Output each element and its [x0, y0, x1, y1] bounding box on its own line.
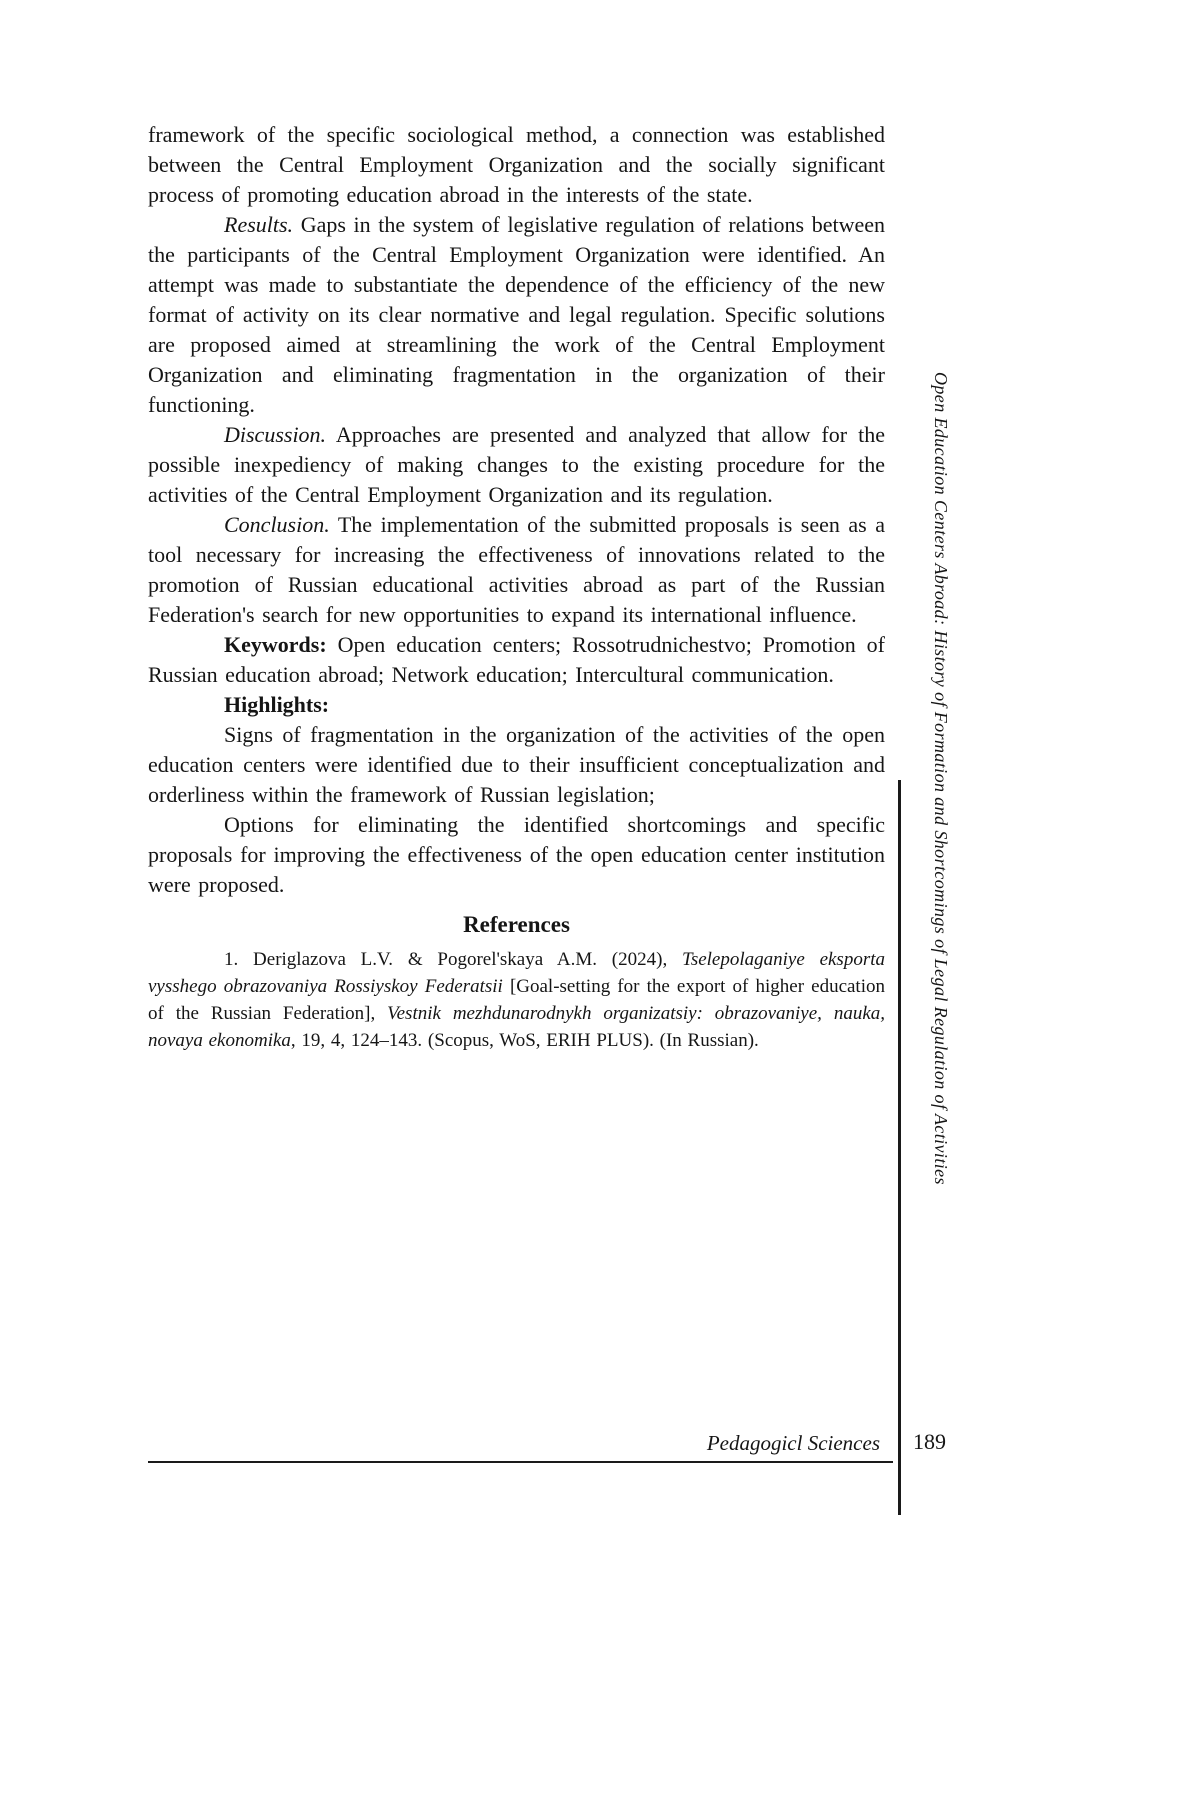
paragraph-conclusion [148, 510, 885, 630]
footer-section-label: Pedagogicl Sciences [706, 1431, 880, 1455]
paragraph-text: Approaches are presented and analyzed that allow for the possible inexpediency of making changes to the existing procedure for the activities of the Central Employment Organization and its regulation. [148, 422, 885, 507]
paragraph-results [148, 210, 885, 420]
paragraph-lead-discussion: Discussion. [224, 422, 327, 447]
references-heading: References [463, 912, 570, 937]
paragraph-lead-conclusion: Conclusion. [224, 512, 330, 537]
reference-part-journal: Vestnik mezhdunarodnykh organizatsiy: obrazovaniye, nauka, novaya ekonomika [148, 1003, 885, 1051]
reference-part-translation: [Goal-setting for the export of higher education of the Russian Federation], [148, 976, 885, 1024]
keywords-text: Open education centers; Rossotrudnichestvo; Promotion of Russian education abroad; Network education; Intercultural communication. [148, 632, 885, 687]
paragraph-text: framework of the specific sociological method, a connection was established between the Central Employment Organization and the socially significant process of promoting education abroad in the interests of the state. [148, 122, 885, 207]
reference-entry [148, 946, 885, 1054]
paragraph-text: Gaps in the system of legislative regulation of relations between the participants of the Central Employment Organization were identified. An attempt was made to substantiate the dependence of the efficiency of the new format of activity on its clear normative and legal regulation. Specific solutions are proposed aimed at streamlining the work of the Central Employment Organization and eliminating fragmentation in the organization of their functioning. [148, 212, 885, 417]
keywords-label: Keywords: [224, 632, 327, 657]
paragraph-intro-continuation [148, 120, 885, 210]
paragraph-lead-results: Results. [224, 212, 294, 237]
running-title-vertical: Open Education Centers Abroad: History of Formation and Shortcomings of Legal Regulation of Activities [931, 372, 951, 1185]
reference-part-title-translit: Tselepolaganiye eksporta vysshego obrazovaniya Rossiyskoy Federatsii [148, 949, 886, 997]
highlights-heading: Highlights: [224, 692, 330, 717]
page-number: 189 [913, 1429, 946, 1454]
highlight-item-1: Signs of fragmentation in the organization of the activities of the open education centers were identified due to their insufficient conceptualization and orderliness within the framework of Russian legislation; [148, 722, 885, 807]
paragraph-text: The implementation of the submitted proposals is seen as a tool necessary for increasing the effectiveness of innovations related to the promotion of Russian educational activities abroad as part of the Russian Federation's search for new opportunities to expand its international influence. [148, 512, 885, 627]
reference-part-authors: 1. Deriglazova L.V. & Pogorel'skaya A.M. (2024), [224, 949, 682, 970]
reference-part-details: , 19, 4, 124–143. (Scopus, WoS, ERIH PLUS). (In Russian). [290, 1030, 759, 1051]
footer-rule [148, 1461, 893, 1463]
paragraph-discussion [148, 420, 885, 510]
article-body [148, 120, 885, 1054]
vertical-rule [898, 780, 901, 1515]
keywords-paragraph [148, 630, 885, 690]
highlight-item-2: Options for eliminating the identified shortcomings and specific proposals for improving the effectiveness of the open education center institution were proposed. [148, 812, 885, 897]
